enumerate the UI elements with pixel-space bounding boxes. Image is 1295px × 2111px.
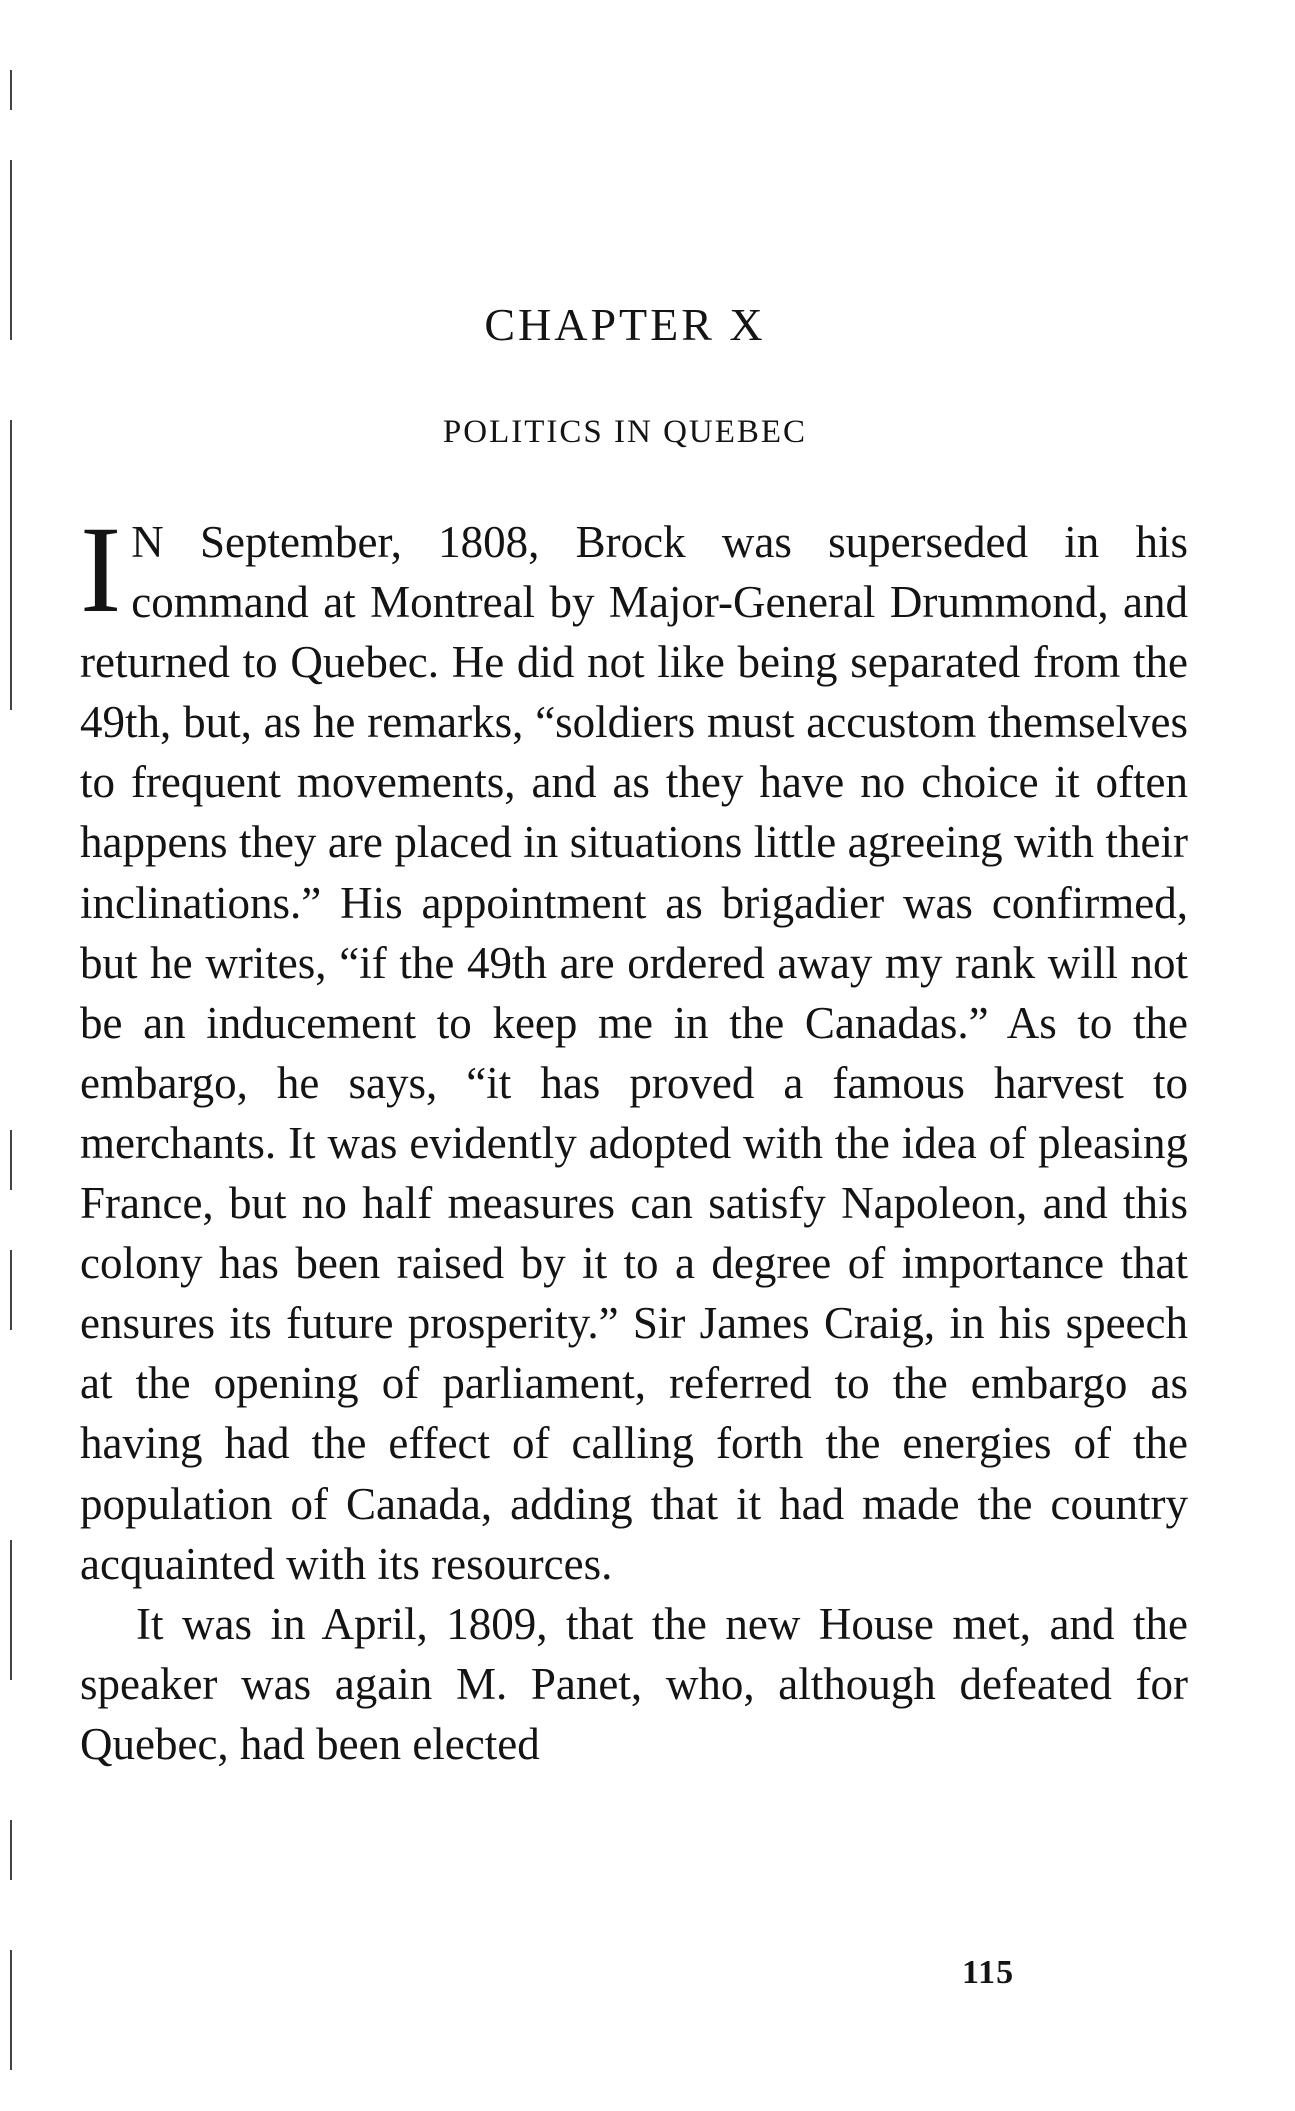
scan-edge-mark (10, 1820, 12, 1880)
scan-edge-mark (10, 1250, 12, 1330)
paragraph-1-text: N September, 1808, Brock was superseded in his command at Montreal by Major-General Drummond, and returned to Quebec. He did not like being separated from the 49th, but, as he remarks, “soldiers must accustom themselves to frequent movements, and as they have no choice it often happens they are placed in situations little agreeing with their inclinations.” His appointment as brigadier was confirmed, but he writes, “if the 49th are ordered away my rank will not be an inducement to keep me in the Canadas.” As to the embargo, he says, “it has proved a famous harvest to merchants. It was evidently adopted with the idea of pleasing France, but no half measures can satisfy Napoleon, and this colony has been raised by it to a degree of importance that ensures its future prosperity.” Sir James Craig, in his speech at the opening of parliament, referred to the embargo as having had the effect of calling forth the energies of the population of Canada, adding that it had made the country acquainted with its resources. (80, 517, 1188, 1589)
drop-cap: I (80, 501, 122, 638)
scan-edge-mark (10, 1540, 12, 1680)
body-text (80, 501, 1188, 1774)
scan-edge-mark (10, 70, 12, 110)
chapter-subtitle: POLITICS IN QUEBEC (442, 414, 808, 450)
page-number: 115 (962, 1954, 1015, 1991)
scan-edge-mark (10, 420, 12, 710)
paragraph-1 (80, 501, 1188, 1594)
scan-edge-mark (10, 1130, 12, 1190)
paragraph-2: It was in April, 1809, that the new House met, and the speaker was again M. Panet, who, although defeated for Quebec, had been elected (80, 1598, 1188, 1769)
chapter-title: CHAPTER X (484, 299, 766, 350)
scan-edge-mark (10, 1950, 12, 2070)
